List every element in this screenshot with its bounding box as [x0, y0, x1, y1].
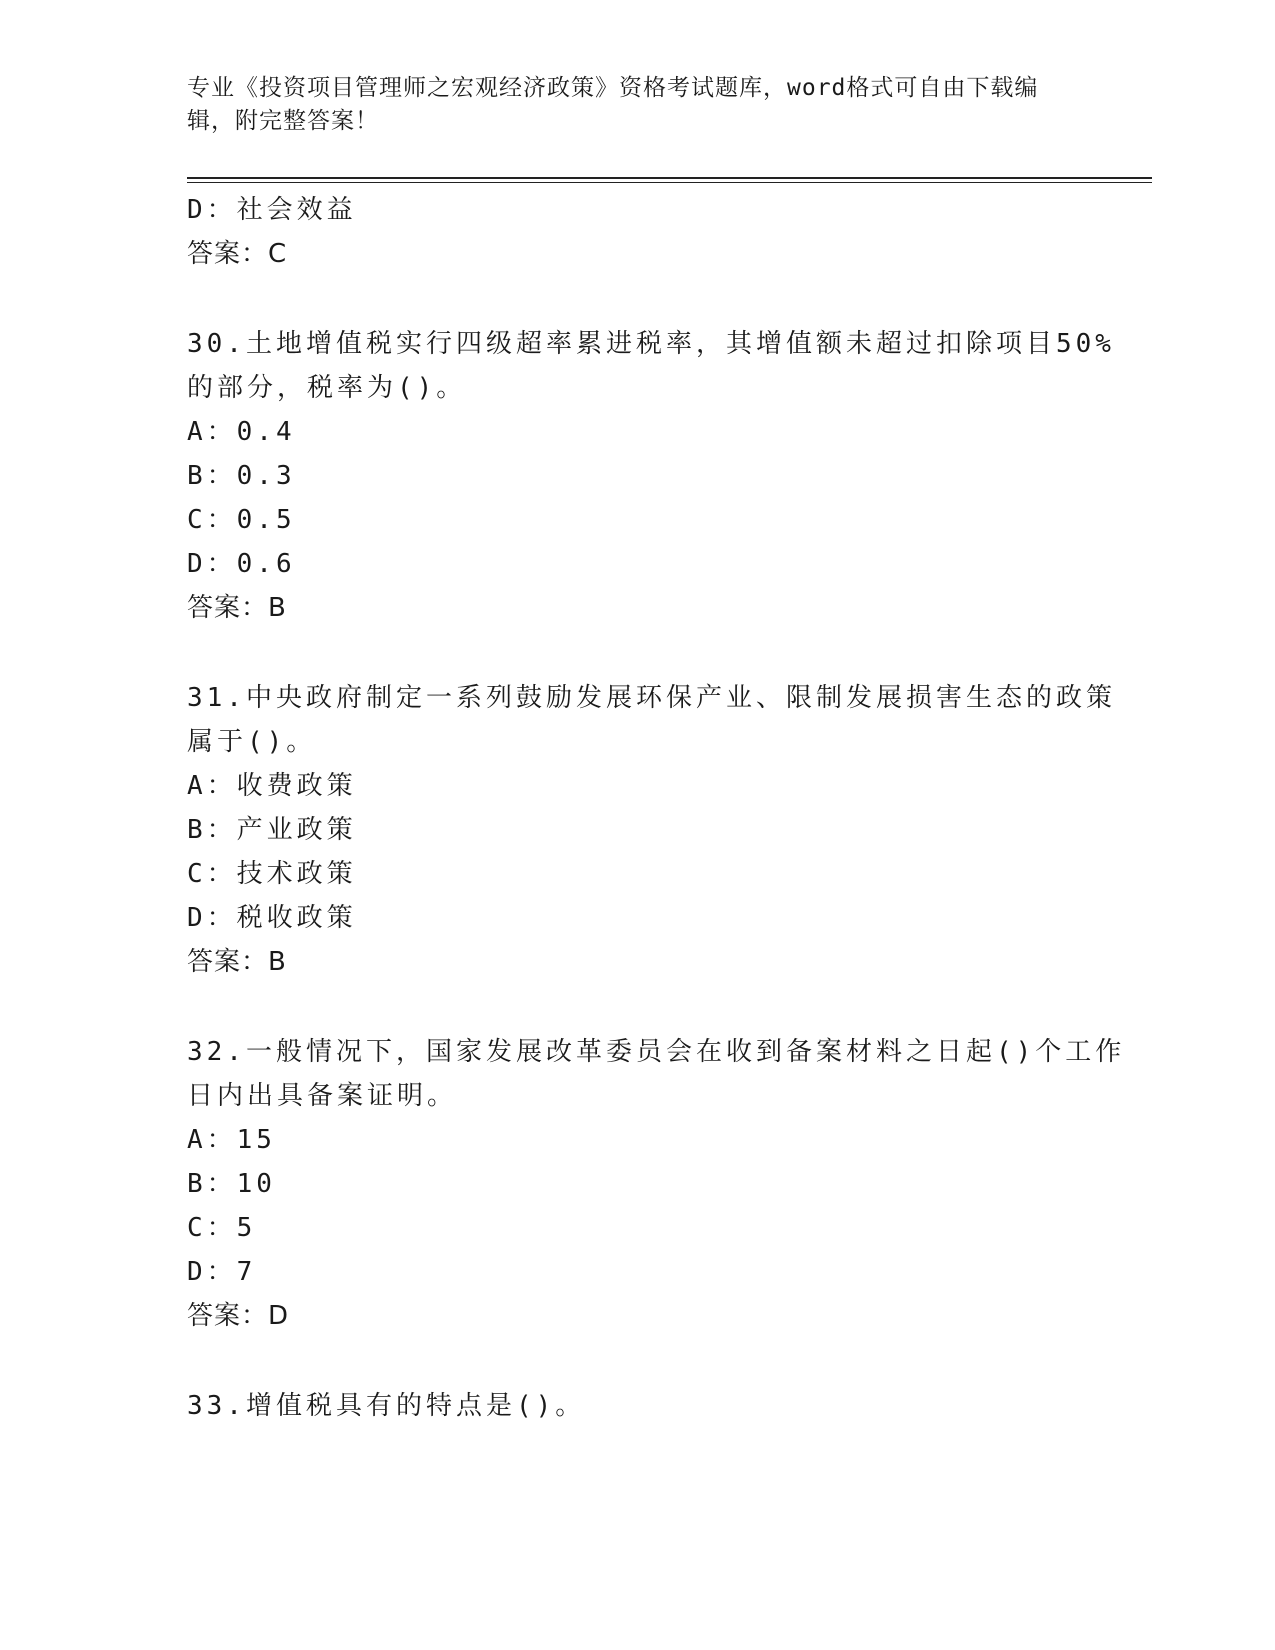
- q31-stem-line-1: 31.中央政府制定一系列鼓励发展环保产业、限制发展损害生态的政策: [187, 683, 1116, 713]
- q30-option-d: D：0.6: [187, 549, 296, 579]
- q32-option-a: A：15: [187, 1125, 276, 1155]
- q31-stem-line-2: 属于()。: [187, 727, 317, 757]
- q30-answer: 答案：B: [187, 593, 287, 623]
- prev-option-d: D：社会效益: [187, 195, 357, 225]
- q32-option-d: D：7: [187, 1257, 257, 1287]
- header-line-1: 专业《投资项目管理师之宏观经济政策》资格考试题库，word格式可自由下载编: [187, 75, 1039, 101]
- q31-option-b: B：产业政策: [187, 815, 357, 845]
- document-header: [187, 72, 1067, 138]
- q31-option-c: C：技术政策: [187, 859, 357, 889]
- q32-option-b: B：10: [187, 1169, 276, 1199]
- q31-option-d: D：税收政策: [187, 903, 357, 933]
- q31-option-a: A：收费政策: [187, 771, 357, 801]
- q30-stem-line-2: 的部分，税率为()。: [187, 373, 467, 403]
- header-divider-thick: [187, 177, 1152, 179]
- q33-stem-line-1: 33.增值税具有的特点是()。: [187, 1391, 586, 1421]
- q32-answer: 答案：D: [187, 1301, 290, 1331]
- q30-option-b: B：0.3: [187, 461, 296, 491]
- q30-option-a: A：0.4: [187, 417, 296, 447]
- q32-option-c: C：5: [187, 1213, 257, 1243]
- header-divider-thin: [187, 182, 1152, 183]
- q30-option-c: C：0.5: [187, 505, 296, 535]
- q32-stem-line-1: 32.一般情况下，国家发展改革委员会在收到备案材料之日起()个工作: [187, 1037, 1126, 1067]
- header-line-2: 辑，附完整答案！: [187, 108, 379, 134]
- q31-answer: 答案：B: [187, 947, 287, 977]
- q32-stem-line-2: 日内出具备案证明。: [187, 1081, 458, 1111]
- q30-stem-line-1: 30.土地增值税实行四级超率累进税率，其增值额未超过扣除项目50%: [187, 329, 1115, 359]
- prev-answer: 答案：C: [187, 239, 288, 269]
